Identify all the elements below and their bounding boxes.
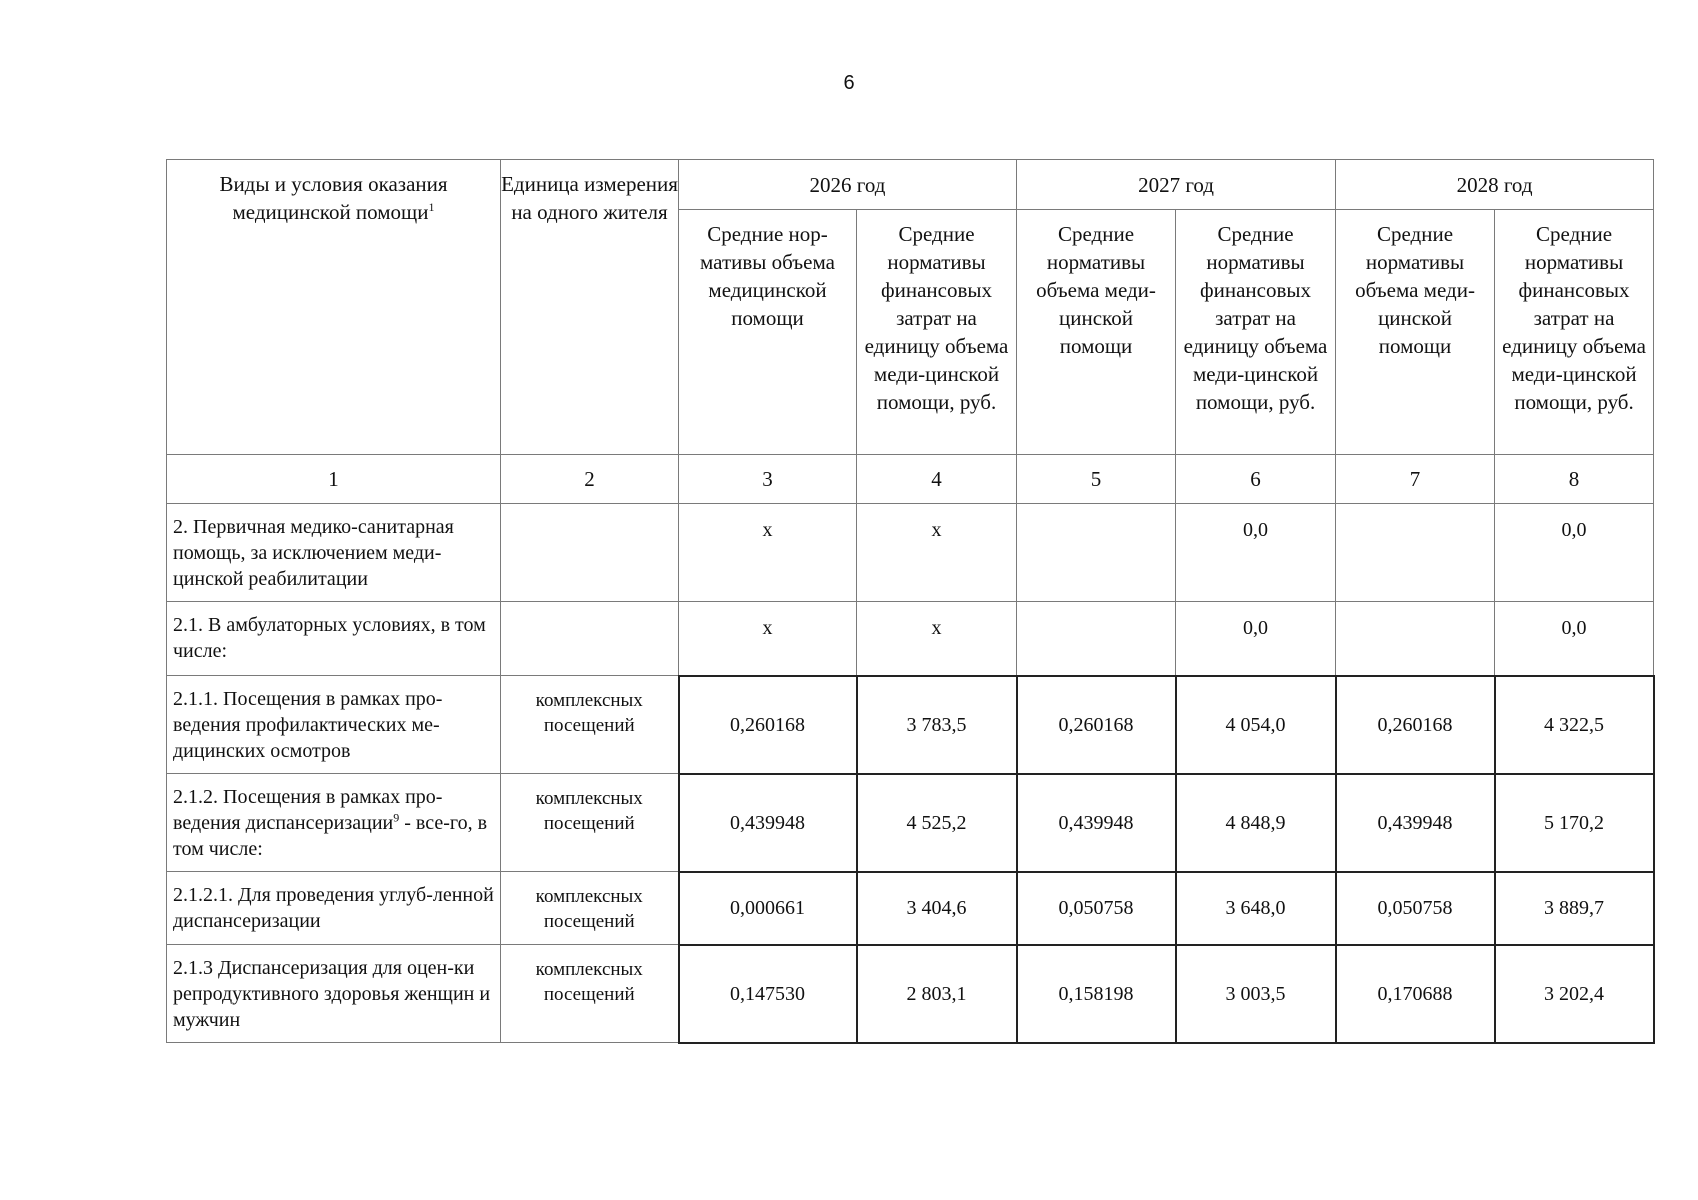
- row-unit: [501, 602, 679, 676]
- row-label: [167, 774, 501, 872]
- header-row-years: [167, 160, 1654, 210]
- row-label: 2.1.3 Диспансеризация для оцен-ки репродуктивного здоровья женщин и мужчин: [167, 945, 501, 1043]
- cell-2027-cost: 3 003,5: [1176, 945, 1336, 1043]
- column-number-row: [167, 455, 1654, 504]
- column-number: 7: [1336, 455, 1495, 504]
- row-label-text: 2.1.2. Посещения в рамках про-ведения диспансеризации: [173, 786, 443, 834]
- cell-2026-volume: 0,260168: [679, 676, 857, 774]
- cell-2028-volume: [1336, 504, 1495, 602]
- header-2028-cost: Средние нормативы финансовых затрат на единицу объема меди-цинской помощи, руб.: [1495, 210, 1654, 455]
- cell-2027-volume: 0,158198: [1017, 945, 1176, 1043]
- cell-2027-volume: 0,439948: [1017, 774, 1176, 872]
- cell-2027-cost: 4 848,9: [1176, 774, 1336, 872]
- column-number: 5: [1017, 455, 1176, 504]
- cell-2026-cost: х: [857, 504, 1017, 602]
- cell-2028-volume: 0,050758: [1336, 872, 1495, 945]
- cell-2028-cost: 0,0: [1495, 602, 1654, 676]
- cell-2028-volume: 0,260168: [1336, 676, 1495, 774]
- column-number: 6: [1176, 455, 1336, 504]
- column-number: 3: [679, 455, 857, 504]
- header-footnote-1: 1: [428, 200, 435, 214]
- row-label: 2. Первичная медико-санитарная помощь, за исключением меди-цинской реабилитации: [167, 504, 501, 602]
- row-label: 2.1.1. Посещения в рамках про-ведения профилактических ме-дицинских осмотров: [167, 676, 501, 774]
- table-row: [167, 602, 1654, 676]
- cell-2026-volume: х: [679, 602, 857, 676]
- cell-2026-cost: 3 404,6: [857, 872, 1017, 945]
- header-2026-volume: Средние нор-мативы объема медицинской помощи: [679, 210, 857, 455]
- header-unit: Единица измерения на одного жителя: [501, 160, 679, 455]
- cell-2026-volume: х: [679, 504, 857, 602]
- header-year-2028: 2028 год: [1336, 160, 1654, 210]
- header-year-2026: 2026 год: [679, 160, 1017, 210]
- cell-2026-cost: 4 525,2: [857, 774, 1017, 872]
- header-2027-cost: Средние нормативы финансовых затрат на единицу объема меди-цинской помощи, руб.: [1176, 210, 1336, 455]
- cell-2027-volume: 0,050758: [1017, 872, 1176, 945]
- row-label: 2.1.2.1. Для проведения углуб-ленной диспансеризации: [167, 872, 501, 945]
- column-number: 8: [1495, 455, 1654, 504]
- column-number: 2: [501, 455, 679, 504]
- table-row: [167, 872, 1654, 945]
- header-types-of-care-text: Виды и условия оказания медицинской помощи: [219, 172, 448, 224]
- cell-2028-cost: 5 170,2: [1495, 774, 1654, 872]
- page-number: 6: [843, 72, 855, 94]
- header-types-of-care: [167, 160, 501, 455]
- footnote-9: 9: [393, 810, 400, 825]
- row-unit: [501, 504, 679, 602]
- row-label-text-cont: - все-го, в том числе:: [173, 812, 488, 860]
- cell-2027-cost: 0,0: [1176, 504, 1336, 602]
- cell-2027-volume: [1017, 602, 1176, 676]
- column-number: 4: [857, 455, 1017, 504]
- cell-2026-volume: 0,147530: [679, 945, 857, 1043]
- cell-2026-cost: 3 783,5: [857, 676, 1017, 774]
- row-label: 2.1. В амбулаторных условиях, в том числе:: [167, 602, 501, 676]
- table-row: [167, 945, 1654, 1043]
- cell-2026-cost: 2 803,1: [857, 945, 1017, 1043]
- cell-2027-volume: [1017, 504, 1176, 602]
- header-2026-cost: Средние нормативы финансовых затрат на единицу объема меди-цинской помощи, руб.: [857, 210, 1017, 455]
- row-unit: комплексных посещений: [501, 676, 679, 774]
- row-unit: комплексных посещений: [501, 774, 679, 872]
- row-unit: комплексных посещений: [501, 872, 679, 945]
- cell-2027-cost: 0,0: [1176, 602, 1336, 676]
- cell-2027-volume: 0,260168: [1017, 676, 1176, 774]
- cell-2028-cost: 4 322,5: [1495, 676, 1654, 774]
- cell-2028-volume: 0,439948: [1336, 774, 1495, 872]
- header-2027-volume: Средние нормативы объема меди-цинской помощи: [1017, 210, 1176, 455]
- header-year-2027: 2027 год: [1017, 160, 1336, 210]
- cell-2028-cost: 3 202,4: [1495, 945, 1654, 1043]
- table-row: [167, 504, 1654, 602]
- cell-2027-cost: 4 054,0: [1176, 676, 1336, 774]
- row-unit: комплексных посещений: [501, 945, 679, 1043]
- cell-2027-cost: 3 648,0: [1176, 872, 1336, 945]
- cell-2028-volume: [1336, 602, 1495, 676]
- cell-2026-cost: х: [857, 602, 1017, 676]
- cell-2028-cost: 0,0: [1495, 504, 1654, 602]
- table-row: [167, 676, 1654, 774]
- cell-2026-volume: 0,439948: [679, 774, 857, 872]
- norms-table: [166, 159, 1655, 1044]
- cell-2026-volume: 0,000661: [679, 872, 857, 945]
- table-row: [167, 774, 1654, 872]
- cell-2028-volume: 0,170688: [1336, 945, 1495, 1043]
- header-2028-volume: Средние нормативы объема меди-цинской помощи: [1336, 210, 1495, 455]
- column-number: 1: [167, 455, 501, 504]
- cell-2028-cost: 3 889,7: [1495, 872, 1654, 945]
